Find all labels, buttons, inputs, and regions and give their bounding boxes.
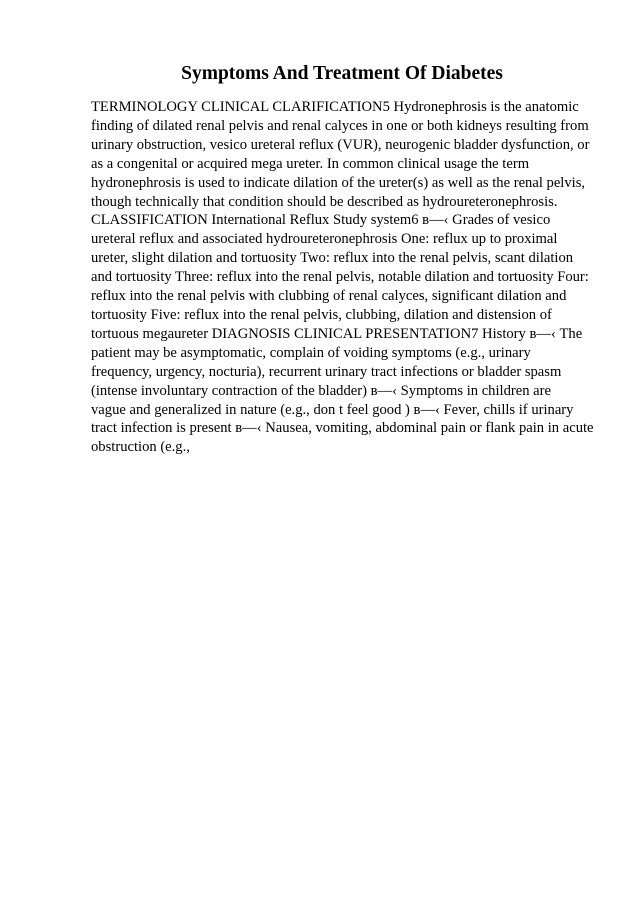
- document-title: Symptoms And Treatment Of Diabetes: [181, 63, 503, 84]
- body-text-line: frequency, urgency, nocturia), recurrent urinary tract infections or bladder spasm: [91, 363, 562, 380]
- body-text-line: (intense involuntary contraction of the bladder) в—‹ Symptoms in children are: [91, 382, 551, 399]
- body-text-line: tract infection is present в—‹ Nausea, vomiting, abdominal pain or flank pain in acute: [91, 420, 594, 437]
- body-text-line: ureteral reflux and associated hydroureteronephrosis One: reflux up to proximal: [91, 231, 558, 248]
- body-text-line: urinary obstruction, vesico ureteral reflux (VUR), neurogenic bladder dysfunction, or: [91, 136, 590, 153]
- body-text-line: obstruction (e.g.,: [91, 439, 190, 456]
- body-text-line: hydronephrosis is used to indicate dilation of the ureter(s) as well as the renal pelvis,: [91, 174, 586, 191]
- body-text-line: finding of dilated renal pelvis and renal calyces in one or both kidneys resulting from: [91, 117, 589, 134]
- body-text-line: tortuosity Five: reflux into the renal pelvis, clubbing, dilation and distension of: [91, 306, 552, 323]
- body-text-line: as a congenital or acquired mega ureter. In common clinical usage the term: [91, 155, 530, 172]
- body-text-line: patient may be asymptomatic, complain of voiding symptoms (e.g., urinary: [91, 344, 531, 361]
- body-text-line: tortuous megaureter DIAGNOSIS CLINICAL PRESENTATION7 History в—‹ The: [91, 325, 583, 342]
- body-text-line: though technically that condition should be described as hydroureteronephrosis.: [91, 193, 558, 210]
- body-text-line: TERMINOLOGY CLINICAL CLARIFICATION5 Hydronephrosis is the anatomic: [91, 99, 579, 115]
- document-body: [91, 98, 594, 457]
- body-text-line: ureter, slight dilation and tortuosity Two: reflux into the renal pelvis, scant dilation: [91, 250, 574, 267]
- body-text-line: reflux into the renal pelvis with clubbing of renal calyces, significant dilation and: [91, 288, 567, 305]
- body-text-line: CLASSIFICATION International Reflux Study system6 в—‹ Grades of vesico: [91, 212, 551, 229]
- body-text-line: and tortuosity Three: reflux into the renal pelvis, notable dilation and tortuosity Four:: [91, 269, 589, 286]
- body-text-line: vague and generalized in nature (e.g., don t feel good ) в—‹ Fever, chills if urinary: [91, 401, 574, 418]
